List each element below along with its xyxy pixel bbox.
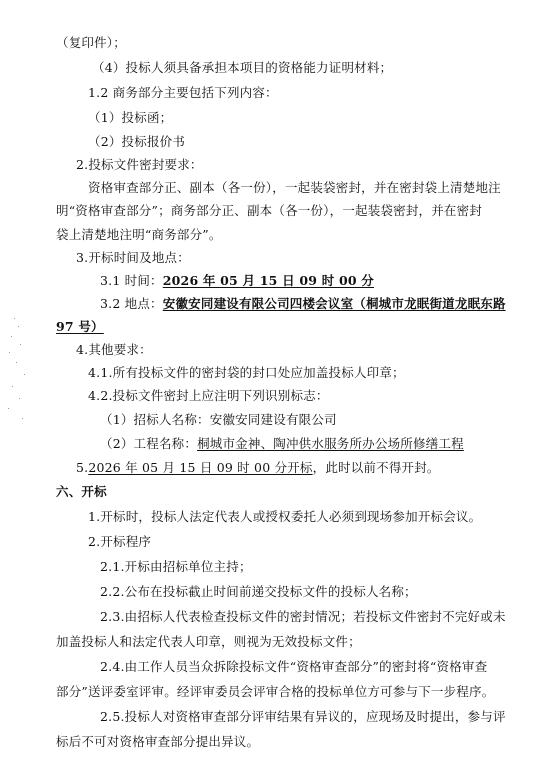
text-line: 资格审查部分正、副本（各一份），一起装袋密封，并在密封袋上清楚地注 (88, 180, 501, 195)
opening-datetime: 2026 年 05 月 15 日 09 时 00 分开标 (88, 460, 313, 475)
text-line: 2.4.由工作人员当众拆除投标文件“资格审查部分”的密封将“资格审查 (100, 659, 488, 674)
text-line: 2.5.投标人对资格审查部分评审结果有异议的，应现场及时提出，参与评 (100, 709, 506, 724)
text-line: 2.2.公布在投标截止时间前递交投标文件的投标人名称； (100, 584, 417, 599)
text-line: （1）投标函； (88, 110, 173, 125)
text-line: 4.1.所有投标文件的密封袋的封口处应加盖投标人印章； (88, 365, 405, 380)
text-line: 2.开标程序 (88, 534, 152, 549)
item-number: 5. (76, 460, 89, 475)
project-name-value: 桐城市金神、陶冲供水服务所办公场所修缮工程 (197, 436, 464, 451)
text-line: （4）投标人须具备承担本项目的资格能力证明材料； (92, 60, 393, 75)
section-heading: 3.开标时间及地点： (76, 250, 190, 265)
section-heading: 4.其他要求： (76, 342, 152, 357)
text-line: 明“资格审查部分”；商务部分正、副本（各一份），一起装袋密封，并在密封 (56, 203, 483, 218)
text-line: 1.2 商务部分主要包括下列内容： (88, 85, 278, 100)
project-name-line (100, 436, 464, 452)
text-line: 部分”送评委室评审。经评审委员会评审合格的投标单位方可参与下一步程序。 (56, 684, 495, 699)
notice-text: ，此时以前不得开封。 (312, 460, 440, 475)
text-line: 2.1.开标由招标单位主持； (100, 559, 252, 574)
field-label: 3.1 时间： (100, 273, 163, 288)
text-line: 袋上清楚地注明“商务部分”。 (56, 227, 222, 242)
text-line: 1.开标时，投标人法定代表人或授权委托人必须到现场参加开标会议。 (88, 509, 482, 524)
text-line: 标后不可对资格审查部分提出异议。 (56, 734, 260, 749)
opening-time (100, 273, 374, 289)
field-label: 3.2 地点： (100, 296, 163, 311)
text-line: （1）招标人名称：安徽安同建设有限公司 (100, 412, 337, 427)
opening-notice-line (76, 460, 440, 476)
opening-time-value: 2026 年 05 月 15 日 09 时 00 分 (162, 273, 375, 288)
text-line: 4.2.投标文件密封上应注明下列识别标志： (88, 388, 329, 403)
field-label: （2）工程名称： (100, 436, 198, 451)
opening-location-value: 安徽安同建设有限公司四楼会议室（桐城市龙眠街道龙眠东路 (162, 296, 506, 311)
text-line: 加盖投标人和法定代表人印章，则视为无效投标文件； (56, 634, 361, 649)
section-heading: 2.投标文件密封要求： (76, 157, 203, 172)
chapter-heading: 六、开标 (56, 484, 107, 499)
opening-location (100, 296, 506, 312)
text-line: 2.3.由招标人代表检查投标文件的密封情况；若投标文件密封不完好或未 (100, 609, 506, 624)
text-line: （2）投标报价书 (88, 134, 186, 149)
text-line: （复印件）； (56, 35, 126, 50)
opening-location-value-cont: 97 号） (56, 319, 104, 334)
